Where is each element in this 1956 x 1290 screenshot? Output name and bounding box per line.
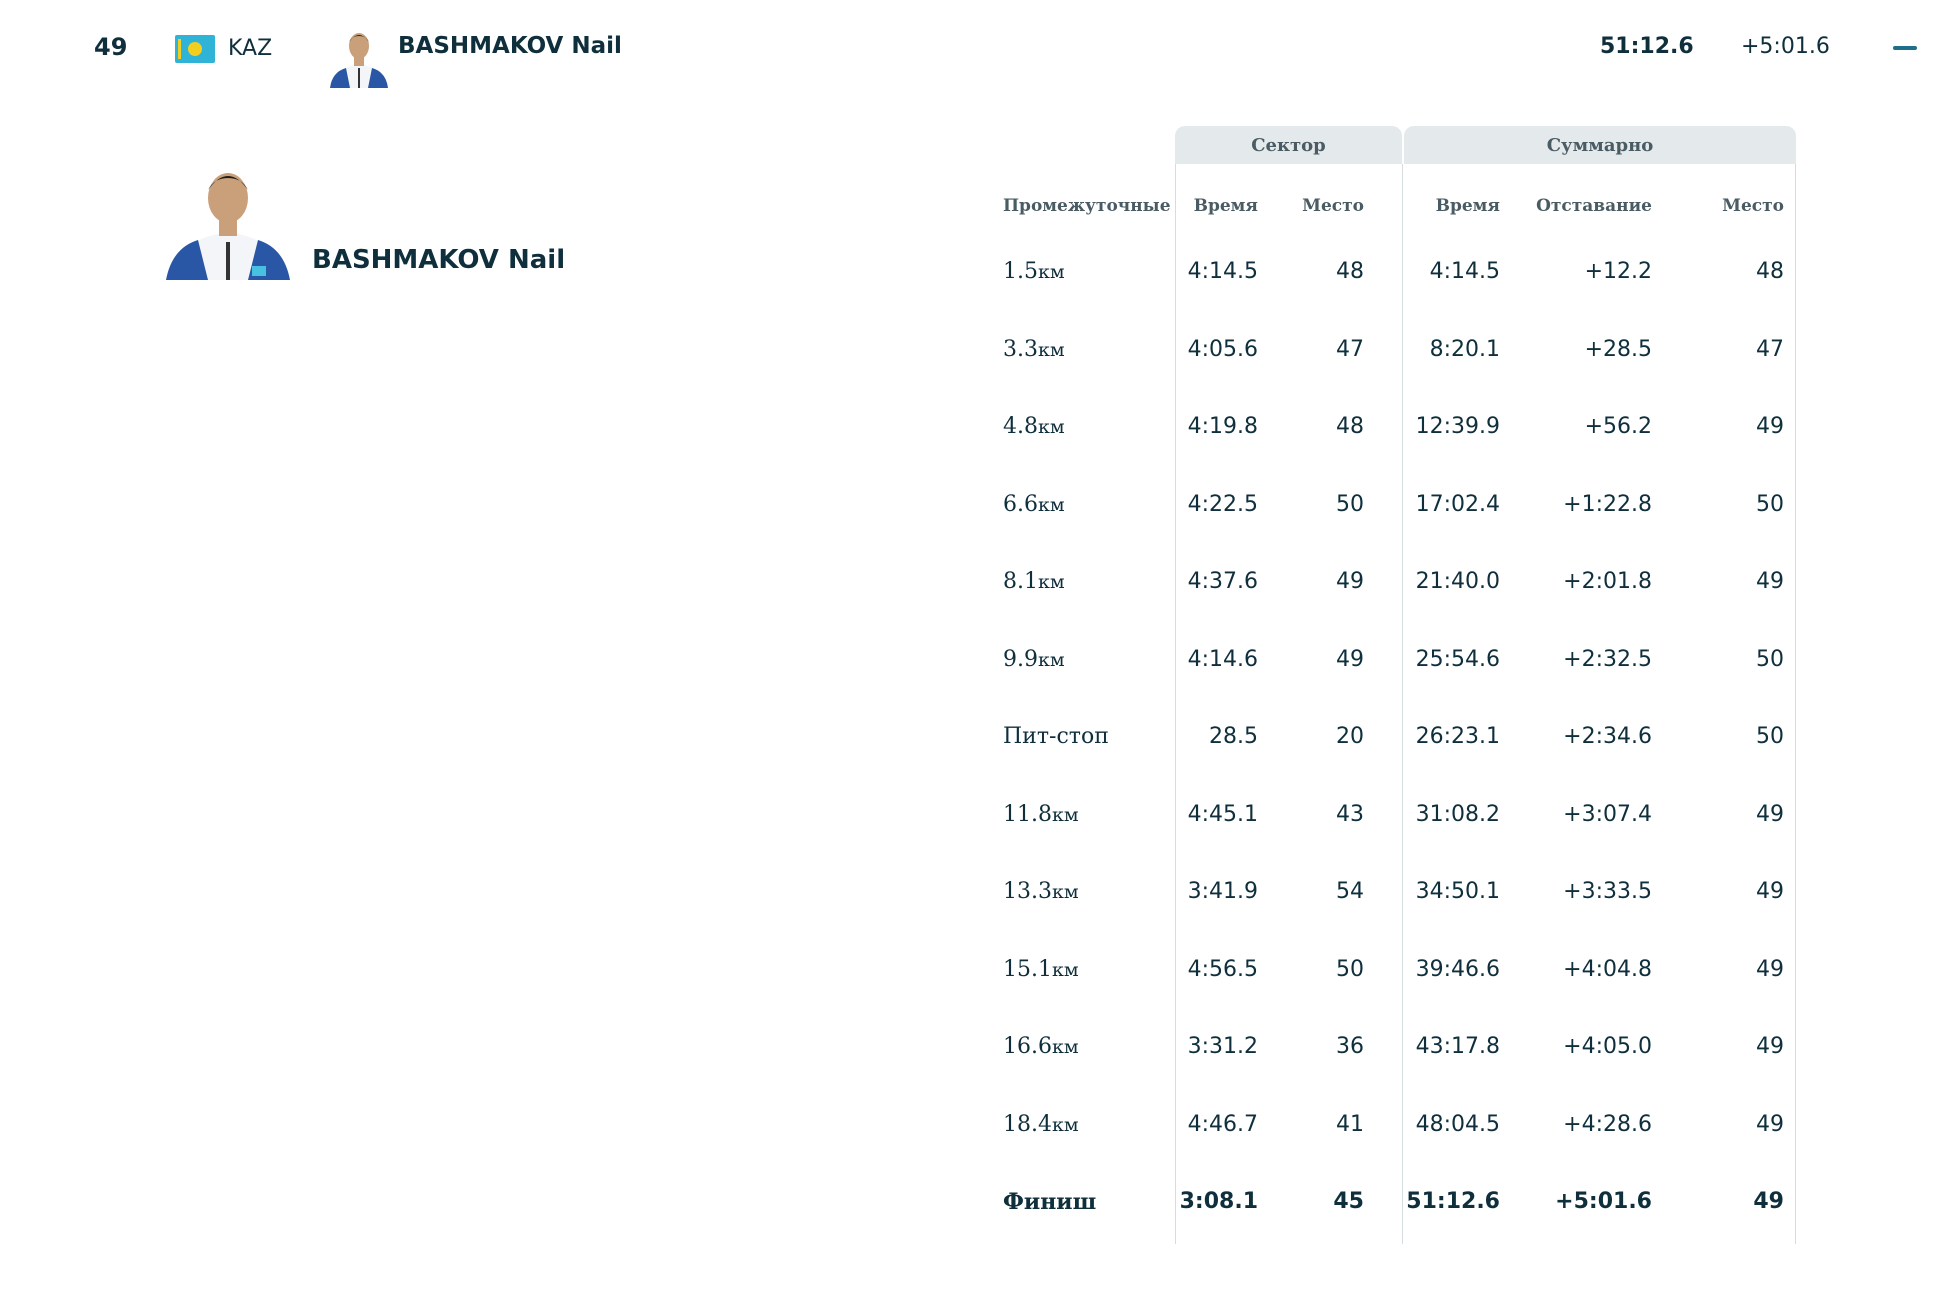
kazakhstan-flag-icon (175, 35, 215, 63)
split-unit: км (1038, 338, 1065, 361)
split-value: Финиш (1003, 1189, 1097, 1215)
total-gap: +2:34.6 (1563, 724, 1652, 749)
total-time: 21:40.0 (1415, 569, 1500, 594)
splits-table (990, 126, 1810, 1246)
split-unit: км (1051, 1113, 1079, 1136)
total-rank: 49 (1756, 879, 1784, 904)
table-row (990, 795, 1810, 873)
total-time: 26:23.1 (1415, 724, 1500, 749)
total-gap: +3:33.5 (1563, 879, 1652, 904)
nation-code: KAZ (228, 36, 273, 61)
total-time: 48:04.5 (1415, 1111, 1500, 1137)
split-value: 18.4 (1003, 1111, 1052, 1137)
col-split: Промежуточные (1003, 196, 1171, 216)
total-rank: 49 (1756, 1111, 1784, 1137)
total-rank: 49 (1756, 956, 1784, 982)
split-value: 3.3 (1003, 336, 1038, 362)
total-rank: 49 (1753, 1189, 1784, 1214)
sector-rank: 20 (1336, 724, 1364, 749)
sector-rank: 49 (1336, 646, 1364, 672)
sector-time: 4:14.6 (1187, 646, 1258, 672)
sector-rank: 50 (1336, 491, 1364, 517)
total-gap: +56.2 (1584, 414, 1652, 439)
total-rank: 50 (1756, 724, 1784, 749)
table-row (990, 562, 1810, 640)
athlete-photo (164, 162, 292, 280)
total-time: 25:54.6 (1415, 646, 1500, 672)
sector-time: 4:56.5 (1187, 956, 1258, 982)
split-unit: км (1038, 648, 1065, 671)
col-total-time: Время (1435, 196, 1500, 216)
split-unit: км (1038, 416, 1065, 438)
athlete-summary-row[interactable] (0, 0, 1956, 100)
sector-time: 4:22.5 (1187, 491, 1258, 517)
split-label (1003, 252, 1065, 292)
total-gap: +28.5 (1584, 336, 1652, 362)
sector-time: 4:14.5 (1187, 259, 1258, 284)
sector-time: 3:41.9 (1187, 879, 1258, 904)
total-gap: +4:05.0 (1563, 1034, 1652, 1059)
sector-rank: 48 (1336, 259, 1364, 284)
split-label (1003, 717, 1109, 757)
sector-time: 4:37.6 (1187, 569, 1258, 594)
total-time: 34:50.1 (1415, 879, 1500, 904)
split-label (1003, 872, 1079, 912)
total-rank: 49 (1756, 414, 1784, 439)
athlete-name: BASHMAKOV Nail (398, 33, 622, 59)
split-unit: км (1038, 571, 1065, 593)
split-label (1003, 562, 1065, 602)
sector-time: 4:05.6 (1187, 336, 1258, 362)
sector-time: 4:46.7 (1187, 1111, 1258, 1137)
split-label (1003, 795, 1079, 835)
total-gap: +3:07.4 (1563, 801, 1652, 827)
total-gap: +2:32.5 (1563, 646, 1652, 672)
total-time: 51:12.6 (1406, 1189, 1500, 1214)
split-label (1003, 407, 1065, 447)
total-rank: 49 (1756, 1034, 1784, 1059)
athlete-detail-name: BASHMAKOV Nail (312, 245, 566, 275)
col-sector-rank: Место (1302, 196, 1364, 216)
sector-time: 28.5 (1209, 724, 1258, 749)
total-group-header: Суммарно (1404, 126, 1796, 164)
split-label (1003, 485, 1065, 525)
table-row (990, 640, 1810, 718)
total-rank: 50 (1756, 646, 1784, 672)
split-unit: км (1051, 881, 1079, 903)
sector-time: 3:31.2 (1187, 1034, 1258, 1059)
sector-time: 3:08.1 (1179, 1189, 1258, 1214)
sector-rank: 50 (1336, 956, 1364, 982)
sector-time: 4:19.8 (1187, 414, 1258, 439)
col-sector-time: Время (1193, 196, 1258, 216)
sector-time: 4:45.1 (1187, 801, 1258, 827)
time-gap: +5:01.6 (1741, 34, 1830, 59)
sector-rank: 36 (1336, 1034, 1364, 1059)
total-gap: +4:28.6 (1563, 1111, 1652, 1137)
total-gap: +12.2 (1584, 259, 1652, 284)
split-label (1003, 330, 1065, 370)
split-value: 9.9 (1003, 646, 1038, 672)
split-label (1003, 1027, 1079, 1067)
split-label (1003, 950, 1079, 990)
table-row (990, 950, 1810, 1028)
table-body (990, 252, 1810, 1260)
sector-rank: 49 (1336, 569, 1364, 594)
collapse-icon[interactable] (1893, 46, 1917, 50)
total-rank: 50 (1756, 491, 1784, 517)
split-value: 4.8 (1003, 414, 1038, 439)
total-gap: +1:22.8 (1563, 491, 1652, 517)
total-rank: 48 (1756, 259, 1784, 284)
split-value: 6.6 (1003, 491, 1038, 517)
split-value: 11.8 (1003, 801, 1052, 827)
sector-rank: 41 (1336, 1111, 1364, 1137)
table-row (990, 252, 1810, 330)
total-time: 4:14.5 (1429, 259, 1500, 284)
split-value: Пит-стоп (1003, 724, 1109, 749)
col-total-gap: Отставание (1536, 196, 1652, 216)
split-value: 15.1 (1003, 956, 1052, 982)
split-value: 13.3 (1003, 879, 1052, 904)
total-time: 31:08.2 (1415, 801, 1500, 827)
table-row (990, 1182, 1810, 1260)
table-row (990, 485, 1810, 563)
split-label (1003, 1105, 1079, 1145)
table-row (990, 872, 1810, 950)
sector-rank: 48 (1336, 414, 1364, 439)
sector-rank: 45 (1333, 1189, 1364, 1214)
split-label (1003, 640, 1065, 680)
sector-rank: 47 (1336, 336, 1364, 362)
sector-rank: 54 (1336, 879, 1364, 904)
split-value: 8.1 (1003, 569, 1038, 594)
table-row (990, 1105, 1810, 1183)
sector-group-header: Сектор (1175, 126, 1402, 164)
table-row (990, 717, 1810, 795)
split-unit: км (1051, 1036, 1079, 1058)
sector-rank: 43 (1336, 801, 1364, 827)
split-unit: км (1051, 803, 1079, 826)
split-value: 1.5 (1003, 259, 1038, 284)
avatar (326, 28, 392, 88)
table-row (990, 1027, 1810, 1105)
total-gap: +4:04.8 (1563, 956, 1652, 982)
split-value: 16.6 (1003, 1034, 1052, 1059)
table-row (990, 407, 1810, 485)
total-gap: +2:01.8 (1563, 569, 1652, 594)
split-unit: км (1038, 261, 1065, 283)
total-gap: +5:01.6 (1555, 1189, 1652, 1214)
total-rank: 49 (1756, 569, 1784, 594)
split-unit: км (1038, 493, 1065, 516)
total-time: 17:02.4 (1415, 491, 1500, 517)
split-label (1003, 1182, 1096, 1222)
total-rank: 49 (1756, 801, 1784, 827)
total-time: 39:46.6 (1415, 956, 1500, 982)
final-time: 51:12.6 (1600, 34, 1694, 59)
rank: 49 (94, 33, 128, 61)
split-unit: км (1051, 958, 1079, 981)
total-rank: 47 (1756, 336, 1784, 362)
total-time: 12:39.9 (1415, 414, 1500, 439)
total-time: 8:20.1 (1429, 336, 1500, 362)
col-total-rank: Место (1722, 196, 1784, 216)
table-row (990, 330, 1810, 408)
total-time: 43:17.8 (1415, 1034, 1500, 1059)
